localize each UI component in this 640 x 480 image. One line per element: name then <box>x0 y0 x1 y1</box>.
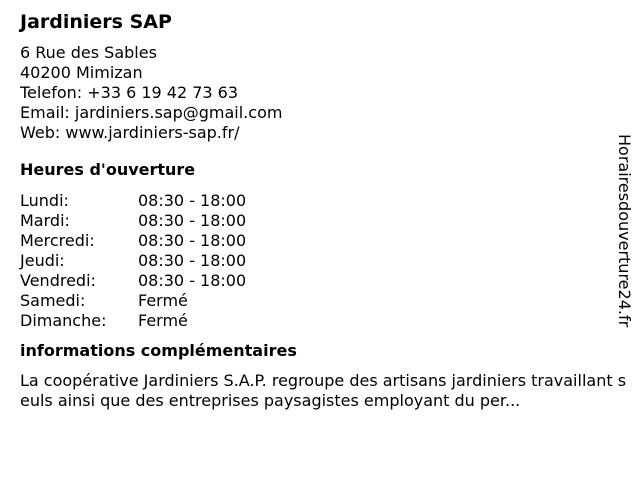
day-label: Mardi: <box>20 211 70 230</box>
address-city: 40200 Mimizan <box>20 63 143 82</box>
day-label: Vendredi: <box>20 271 96 290</box>
hours-row-thursday <box>20 251 620 271</box>
day-label: Samedi: <box>20 291 86 310</box>
email-address[interactable]: Email: jardiniers.sap@gmail.com <box>20 103 283 122</box>
hours-row-sunday <box>20 311 620 331</box>
time-value: 08:30 - 18:00 <box>138 271 247 290</box>
opening-hours-heading: Heures d'ouverture <box>20 160 196 179</box>
watermark-text: Horairesdouverture24.fr <box>615 134 634 328</box>
day-label: Lundi: <box>20 191 69 210</box>
website-link[interactable]: Web: www.jardiniers-sap.fr/ <box>20 123 240 142</box>
additional-info-text: La coopérative Jardiniers S.A.P. regroupe des artisans jardiniers travaillant seuls ainsi que des entreprises paysagistes employant du per... <box>20 371 627 410</box>
time-value: 08:30 - 18:00 <box>138 231 247 250</box>
business-name: Jardiniers SAP <box>20 11 172 33</box>
opening-hours-table <box>20 191 620 331</box>
hours-row-monday <box>20 191 620 211</box>
hours-row-tuesday <box>20 211 620 231</box>
time-value: 08:30 - 18:00 <box>138 211 247 230</box>
additional-info-heading: informations complémentaires <box>20 341 297 360</box>
phone-number[interactable]: Telefon: +33 6 19 42 73 63 <box>20 83 239 102</box>
time-value: Fermé <box>138 311 188 330</box>
time-value: 08:30 - 18:00 <box>138 191 247 210</box>
time-value: Fermé <box>138 291 188 310</box>
hours-row-friday <box>20 271 620 291</box>
hours-row-wednesday <box>20 231 620 251</box>
day-label: Dimanche: <box>20 311 107 330</box>
day-label: Jeudi: <box>20 251 65 270</box>
address-street: 6 Rue des Sables <box>20 43 157 62</box>
time-value: 08:30 - 18:00 <box>138 251 247 270</box>
day-label: Mercredi: <box>20 231 95 250</box>
hours-row-saturday <box>20 291 620 311</box>
